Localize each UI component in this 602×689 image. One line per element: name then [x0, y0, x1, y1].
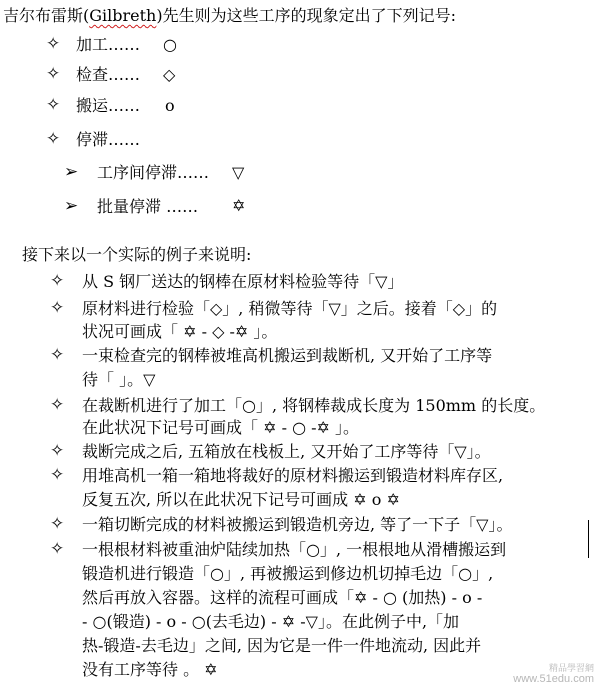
symbol-glyph: ○	[163, 35, 177, 54]
diamond-bullet-icon: ✧	[50, 441, 65, 461]
diamond-bullet-icon: ✧	[46, 129, 61, 149]
sub-symbol-label: 工序间停滞……	[97, 163, 210, 182]
diamond-bullet-icon: ✧	[50, 345, 65, 365]
example-heading: 接下来以一个实际的例子来说明:	[22, 245, 252, 264]
example-text: 裁断完成之后, 五箱放在栈板上, 又开始了工序等待「▽」。	[82, 442, 491, 461]
arrow-bullet-icon: ➢	[64, 196, 79, 216]
symbol-label: 加工……	[76, 35, 141, 54]
example-text: 用堆高机一箱一箱地将裁好的原材料搬运到锻造材料库存区,	[82, 466, 504, 485]
diamond-bullet-icon: ✧	[46, 95, 61, 115]
example-text: 然后再放入容器。这样的流程可画成「✡ - ○ (加热) - o -	[82, 588, 483, 607]
diamond-bullet-icon: ✧	[50, 539, 65, 559]
diamond-bullet-icon: ✧	[46, 34, 61, 54]
example-text: - ○(锻造) - o - ○(去毛边) - ✡ -▽」。在此例子中,「加	[82, 612, 460, 631]
diamond-bullet-icon: ✧	[46, 64, 61, 84]
diamond-bullet-icon: ✧	[50, 271, 65, 291]
symbol-glyph: ◇	[163, 65, 176, 84]
example-text: 一根根材料被重油炉陆续加热「○」, 一根根地从滑槽搬运到	[82, 540, 507, 559]
example-text: 在此状况下记号可画成「 ✡ - ○ -✡ 」。	[82, 418, 360, 437]
symbol-glyph: o	[165, 96, 175, 115]
intro-post: )先生则为这些工序的现象定出了下列记号:	[156, 6, 456, 25]
example-text: 热-锻造-去毛边」之间, 因为它是一件一件地流动, 因此并	[82, 636, 482, 655]
example-text: 状况可画成「 ✡ - ◇ -✡ 」。	[82, 322, 278, 341]
watermark	[513, 663, 594, 685]
example-text: 锻造机进行锻造「○」, 再被搬运到修边机切掉毛边「○」,	[82, 564, 494, 583]
intro-line	[3, 6, 456, 26]
symbol-label: 检查……	[76, 65, 141, 84]
intro-name: Gilbreth	[89, 6, 157, 25]
diamond-bullet-icon: ✧	[50, 298, 65, 318]
intro-pre: 吉尔布雷斯(	[3, 6, 90, 25]
sub-symbol-label: 批量停滞 ……	[97, 197, 199, 216]
example-text: 原材料进行检验「◇」, 稍微等待「▽」之后。接着「◇」的	[82, 299, 498, 318]
arrow-bullet-icon: ➢	[64, 162, 79, 182]
diamond-bullet-icon: ✧	[50, 395, 65, 415]
example-text: 在裁断机进行了加工「○」, 将钢棒裁成长度为 150mm 的长度。	[82, 396, 546, 415]
example-text: 一束检查完的钢棒被堆高机搬运到裁断机, 又开始了工序等	[82, 346, 493, 365]
watermark-title: 精品學習網	[548, 663, 594, 673]
example-text: 反复五次, 所以在此状况下记号可画成 ✡ o ✡	[82, 490, 400, 509]
example-text: 一箱切断完成的材料被搬运到锻造机旁边, 等了一下子「▽」。	[82, 515, 513, 534]
diamond-bullet-icon: ✧	[50, 514, 65, 534]
example-text: 待「 」。▽	[82, 370, 156, 389]
sub-symbol-glyph: ▽	[232, 163, 245, 182]
symbol-label: 搬运……	[76, 96, 141, 115]
symbol-label: 停滞……	[76, 130, 141, 149]
example-text: 从 S 钢厂送达的钢棒在原材料检验等待「▽」	[82, 272, 404, 291]
sub-symbol-glyph: ✡	[232, 196, 246, 215]
diamond-bullet-icon: ✧	[50, 465, 65, 485]
example-text: 没有工序等待 。 ✡	[82, 660, 218, 679]
text-cursor	[588, 520, 589, 558]
watermark-url: www.51edu.com	[513, 673, 594, 685]
